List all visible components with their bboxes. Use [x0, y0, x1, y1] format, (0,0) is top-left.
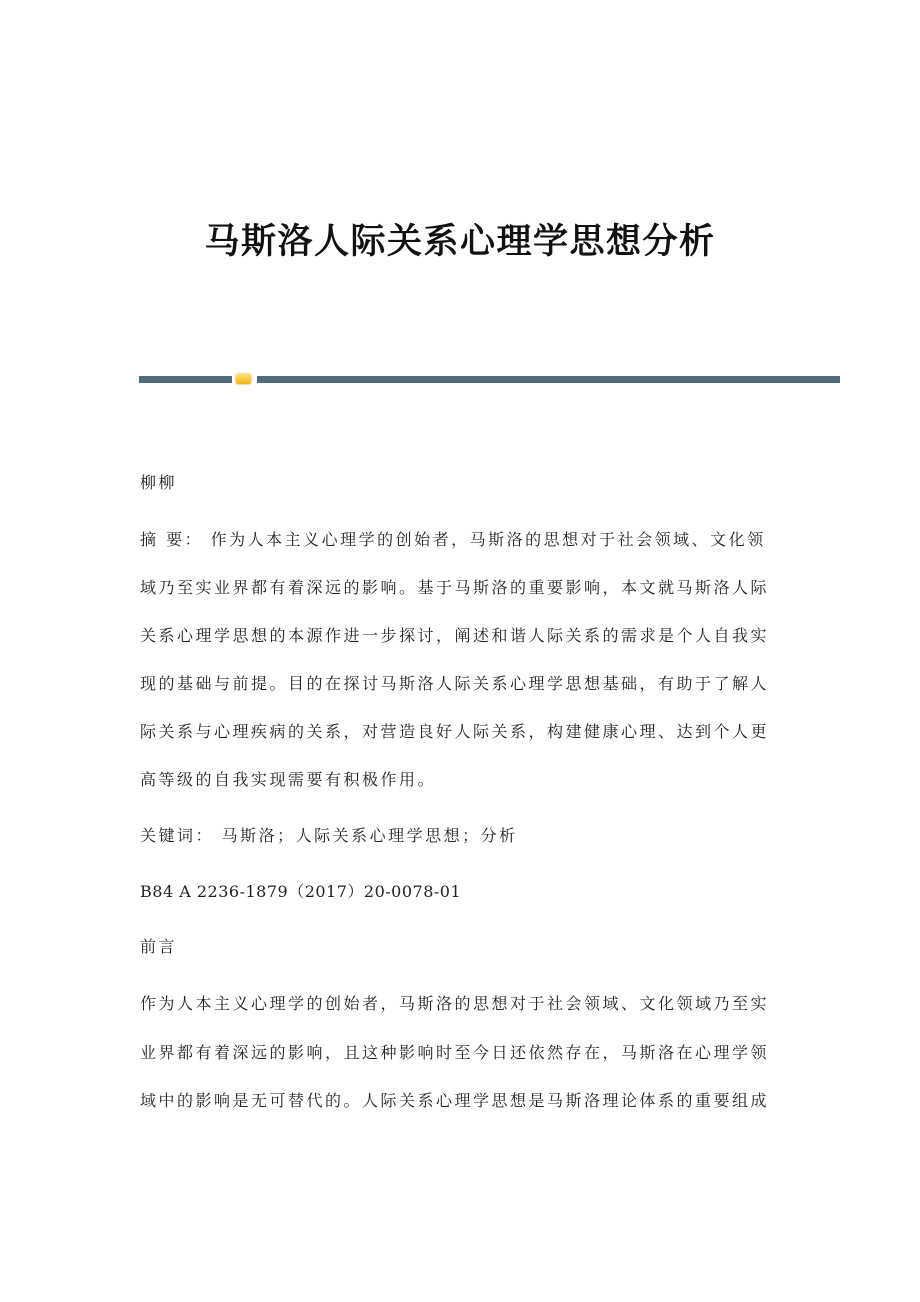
abstract-line: 域乃至实业界都有着深远的影响。基于马斯洛的重要影响，本文就马斯洛人际	[140, 578, 770, 597]
author: 柳柳	[140, 473, 178, 492]
divider-ornament-icon	[236, 374, 251, 384]
abstract-line: 高等级的自我实现需要有积极作用。	[140, 770, 437, 789]
divider-bar-left	[139, 376, 232, 383]
body-line: 业界都有着深远的影响，且这种影响时至今日还依然存在，马斯洛在心理学领	[140, 1043, 770, 1062]
classification-code: B84 A 2236-1879（2017）20-0078-01	[140, 882, 462, 901]
divider-bar-right	[257, 376, 840, 383]
abstract-line: 摘 要： 作为人本主义心理学的创始者，马斯洛的思想对于社会领域、文化领	[140, 530, 766, 549]
abstract-line: 际关系与心理疾病的关系，对营造良好人际关系，构建健康心理、达到个人更	[140, 722, 770, 741]
document-title: 马斯洛人际关系心理学思想分析	[204, 221, 716, 262]
section-heading: 前言	[140, 937, 178, 956]
body-line: 作为人本主义心理学的创始者，马斯洛的思想对于社会领域、文化领域乃至实	[140, 994, 770, 1013]
abstract-line: 现的基础与前提。目的在探讨马斯洛人际关系心理学思想基础，有助于了解人	[140, 674, 770, 693]
keywords: 关键词： 马斯洛；人际关系心理学思想；分析	[140, 826, 518, 845]
abstract-line: 关系心理学思想的本源作进一步探讨，阐述和谐人际关系的需求是个人自我实	[140, 626, 770, 645]
body-line: 域中的影响是无可替代的。人际关系心理学思想是马斯洛理论体系的重要组成	[140, 1091, 770, 1110]
